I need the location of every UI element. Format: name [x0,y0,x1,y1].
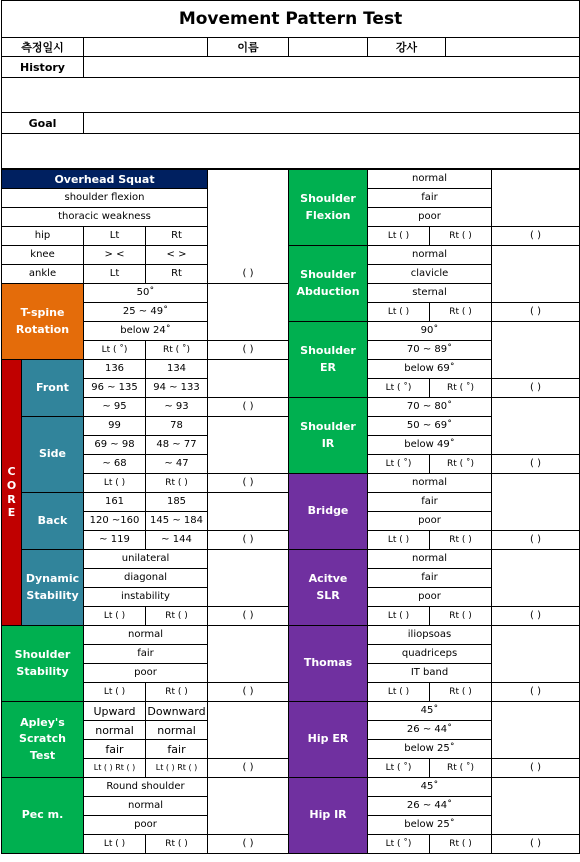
name-field[interactable] [289,38,368,57]
bridge-poor[interactable]: poor [368,512,492,531]
sh-flex-blank[interactable] [492,170,580,227]
sh-er-below69[interactable]: below 69˚ [368,360,492,379]
apley-up-lrt[interactable]: Lt ( ) Rt ( ) [84,759,146,778]
tspine-50[interactable]: 50˚ [84,284,208,303]
pec-score[interactable]: ( ) [208,835,289,854]
aslr-rt[interactable]: Rt ( ) [430,607,492,626]
pec-poor[interactable]: poor [84,816,208,835]
tspine-below24[interactable]: below 24˚ [84,322,208,341]
thomas-rt[interactable]: Rt ( ) [430,683,492,702]
aslr-score[interactable]: ( ) [492,607,580,626]
pec-rt[interactable]: Rt ( ) [146,835,208,854]
bridge-normal[interactable]: normal [368,474,492,493]
front-score[interactable]: ( ) [208,398,289,417]
squat-hip-rt[interactable]: Rt [146,227,208,246]
shstab-lt[interactable]: Lt ( ) [84,683,146,702]
apley-up-fair[interactable]: fair [84,740,146,759]
apley-title: Apley's Scratch Test [2,702,84,778]
sh-abd-rt[interactable]: Rt ( ) [430,303,492,322]
active-slr-title: Acitve SLR [289,550,368,626]
pec-round-shoulder[interactable]: Round shoulder [84,778,208,797]
squat-ankle-lt[interactable]: Lt [84,265,146,284]
history-label: History [2,57,84,78]
squat-knee-label: knee [2,246,84,265]
side-b2[interactable]: 48 ~ 77 [146,436,208,455]
sh-ir-lt[interactable]: Lt ( ˚) [368,455,430,474]
bridge-lt[interactable]: Lt ( ) [368,531,430,550]
dyn-rt[interactable]: Rt ( ) [146,607,208,626]
tspine-25-49[interactable]: 25 ~ 49˚ [84,303,208,322]
back-score[interactable]: ( ) [208,531,289,550]
squat-knee-lt[interactable]: > < [84,246,146,265]
aslr-poor[interactable]: poor [368,588,492,607]
side-a3[interactable]: ~ 68 [84,455,146,474]
thomas-title: Thomas [289,626,368,702]
dynamic-stability-title: Dynamic Stability [22,550,84,626]
sh-ir-70-80[interactable]: 70 ~ 80˚ [368,398,492,417]
dyn-lt[interactable]: Lt ( ) [84,607,146,626]
shstab-rt[interactable]: Rt ( ) [146,683,208,702]
sh-er-score[interactable]: ( ) [492,379,580,398]
hip-ir-title: Hip IR [289,778,368,854]
instructor-label: 강사 [368,38,446,57]
date-label: 측정일시 [2,38,84,57]
front-blank[interactable] [208,360,289,398]
bridge-rt[interactable]: Rt ( ) [430,531,492,550]
bridge-fair[interactable]: fair [368,493,492,512]
thomas-lt[interactable]: Lt ( ) [368,683,430,702]
sh-flex-poor[interactable]: poor [368,208,492,227]
tspine-score[interactable]: ( ) [208,341,289,360]
dyn-blank[interactable] [208,550,289,607]
side-lt[interactable]: Lt ( ) [84,474,146,493]
dyn-unilateral[interactable]: unilateral [84,550,208,569]
date-field[interactable] [84,38,208,57]
overhead-squat-title: Overhead Squat [2,170,208,189]
shoulder-abduction-title: Shoulder Abduction [289,246,368,322]
side-a1[interactable]: 99 [84,417,146,436]
shoulder-ir-title: Shoulder IR [289,398,368,474]
squat-hip-label: hip [2,227,84,246]
goal-label: Goal [2,113,84,134]
front-b1[interactable]: 134 [146,360,208,379]
back-a3[interactable]: ~ 119 [84,531,146,550]
back-a2[interactable]: 120 ~160 [84,512,146,531]
hip-er-blank[interactable] [492,702,580,759]
header-table [1,0,580,169]
tspine-lt[interactable]: Lt ( ˚) [84,341,146,360]
apley-down-fair[interactable]: fair [146,740,208,759]
pec-normal[interactable]: normal [84,797,208,816]
back-blank[interactable] [208,493,289,531]
back-a1[interactable]: 161 [84,493,146,512]
side-a2[interactable]: 69 ~ 98 [84,436,146,455]
sh-ir-score[interactable]: ( ) [492,455,580,474]
sh-flex-fair[interactable]: fair [368,189,492,208]
back-b1[interactable]: 185 [146,493,208,512]
sh-flex-score[interactable]: ( ) [492,227,580,246]
name-label: 이름 [208,38,289,57]
apley-blank[interactable] [208,702,289,759]
back-b3[interactable]: ~ 144 [146,531,208,550]
core-title: C O R E [2,360,22,626]
apley-up-normal[interactable]: normal [84,721,146,740]
front-a3[interactable]: ~ 95 [84,398,146,417]
pec-title: Pec m. [2,778,84,854]
dyn-diagonal[interactable]: diagonal [84,569,208,588]
bridge-blank[interactable] [492,474,580,531]
tspine-rt[interactable]: Rt ( ˚) [146,341,208,360]
back-b2[interactable]: 145 ~ 184 [146,512,208,531]
hip-ir-45[interactable]: 45˚ [368,778,492,797]
dyn-instability[interactable]: instability [84,588,208,607]
thomas-quadriceps[interactable]: quadriceps [368,645,492,664]
hip-er-rt[interactable]: Rt ( ˚) [430,759,492,778]
apley-downward: Downward [146,702,208,721]
hip-ir-rt[interactable]: Rt ( ) [430,835,492,854]
side-b1[interactable]: 78 [146,417,208,436]
goal-field[interactable] [2,134,580,169]
shoulder-flexion-title: Shoulder Flexion [289,170,368,246]
history-field[interactable] [2,78,580,113]
hip-ir-score[interactable]: ( ) [492,835,580,854]
side-blank[interactable] [208,417,289,474]
hip-er-45[interactable]: 45˚ [368,702,492,721]
front-b3[interactable]: ~ 93 [146,398,208,417]
sh-abd-clavicle[interactable]: clavicle [368,265,492,284]
shstab-blank[interactable] [208,626,289,683]
tspine-title: T-spine Rotation [2,284,84,360]
sh-ir-50-69[interactable]: 50 ~ 69˚ [368,417,492,436]
hip-er-lt[interactable]: Lt ( ˚) [368,759,430,778]
apley-score[interactable]: ( ) [208,759,289,778]
sh-flex-lt[interactable]: Lt ( ) [368,227,430,246]
bridge-title: Bridge [289,474,368,550]
sh-abd-blank[interactable] [492,246,580,303]
apley-upward: Upward [84,702,146,721]
squat-score[interactable]: ( ) [208,170,289,284]
apley-down-normal[interactable]: normal [146,721,208,740]
sh-er-70-89[interactable]: 70 ~ 89˚ [368,341,492,360]
thomas-blank[interactable] [492,626,580,683]
front-a1[interactable]: 136 [84,360,146,379]
front-a2[interactable]: 96 ~ 135 [84,379,146,398]
side-rt[interactable]: Rt ( ) [146,474,208,493]
bridge-score[interactable]: ( ) [492,531,580,550]
core-back-title: Back [22,493,84,550]
thomas-itband[interactable]: IT band [368,664,492,683]
sh-abd-score[interactable]: ( ) [492,303,580,322]
shstab-normal[interactable]: normal [84,626,208,645]
core-front-title: Front [22,360,84,417]
sh-flex-normal[interactable]: normal [368,170,492,189]
squat-shoulder-flexion[interactable]: shoulder flexion [2,189,208,208]
thomas-score[interactable]: ( ) [492,683,580,702]
sh-ir-below49[interactable]: below 49˚ [368,436,492,455]
apley-down-lrt[interactable]: Lt ( ) Rt ( ) [146,759,208,778]
sh-ir-rt[interactable]: Rt ( ˚) [430,455,492,474]
sh-ir-blank[interactable] [492,398,580,455]
sh-er-rt[interactable]: Rt ( ˚) [430,379,492,398]
instructor-field[interactable] [446,38,580,57]
squat-hip-lt[interactable]: Lt [84,227,146,246]
pec-lt[interactable]: Lt ( ) [84,835,146,854]
squat-thoracic[interactable]: thoracic weakness [2,208,208,227]
side-b3[interactable]: ~ 47 [146,455,208,474]
side-score[interactable]: ( ) [208,474,289,493]
page-title: Movement Pattern Test [2,1,580,38]
shoulder-er-title: Shoulder ER [289,322,368,398]
aslr-lt[interactable]: Lt ( ) [368,607,430,626]
hip-er-26-44[interactable]: 26 ~ 44˚ [368,721,492,740]
hip-ir-26-44[interactable]: 26 ~ 44˚ [368,797,492,816]
front-b2[interactable]: 94 ~ 133 [146,379,208,398]
aslr-blank[interactable] [492,550,580,607]
core-side-title: Side [22,417,84,493]
hip-ir-blank[interactable] [492,778,580,835]
sh-er-lt[interactable]: Lt ( ˚) [368,379,430,398]
squat-knee-rt[interactable]: < > [146,246,208,265]
sh-flex-rt[interactable]: Rt ( ) [430,227,492,246]
shoulder-stability-title: Shoulder Stability [2,626,84,702]
tspine-blank[interactable] [208,284,289,341]
sh-abd-sternal[interactable]: sternal [368,284,492,303]
hip-ir-below25[interactable]: below 25˚ [368,816,492,835]
squat-ankle-rt[interactable]: Rt [146,265,208,284]
shstab-fair[interactable]: fair [84,645,208,664]
sh-abd-lt[interactable]: Lt ( ) [368,303,430,322]
dyn-score[interactable]: ( ) [208,607,289,626]
sh-er-90[interactable]: 90˚ [368,322,492,341]
shstab-score[interactable]: ( ) [208,683,289,702]
sh-er-blank[interactable] [492,322,580,379]
aslr-fair[interactable]: fair [368,569,492,588]
shstab-poor[interactable]: poor [84,664,208,683]
pec-blank[interactable] [208,778,289,835]
hip-er-title: Hip ER [289,702,368,778]
test-table [1,169,580,854]
hip-ir-lt[interactable]: Lt ( ˚) [368,835,430,854]
hip-er-below25[interactable]: below 25˚ [368,740,492,759]
sh-abd-normal[interactable]: normal [368,246,492,265]
squat-ankle-label: ankle [2,265,84,284]
aslr-normal[interactable]: normal [368,550,492,569]
hip-er-score[interactable]: ( ) [492,759,580,778]
thomas-iliopsoas[interactable]: iliopsoas [368,626,492,645]
